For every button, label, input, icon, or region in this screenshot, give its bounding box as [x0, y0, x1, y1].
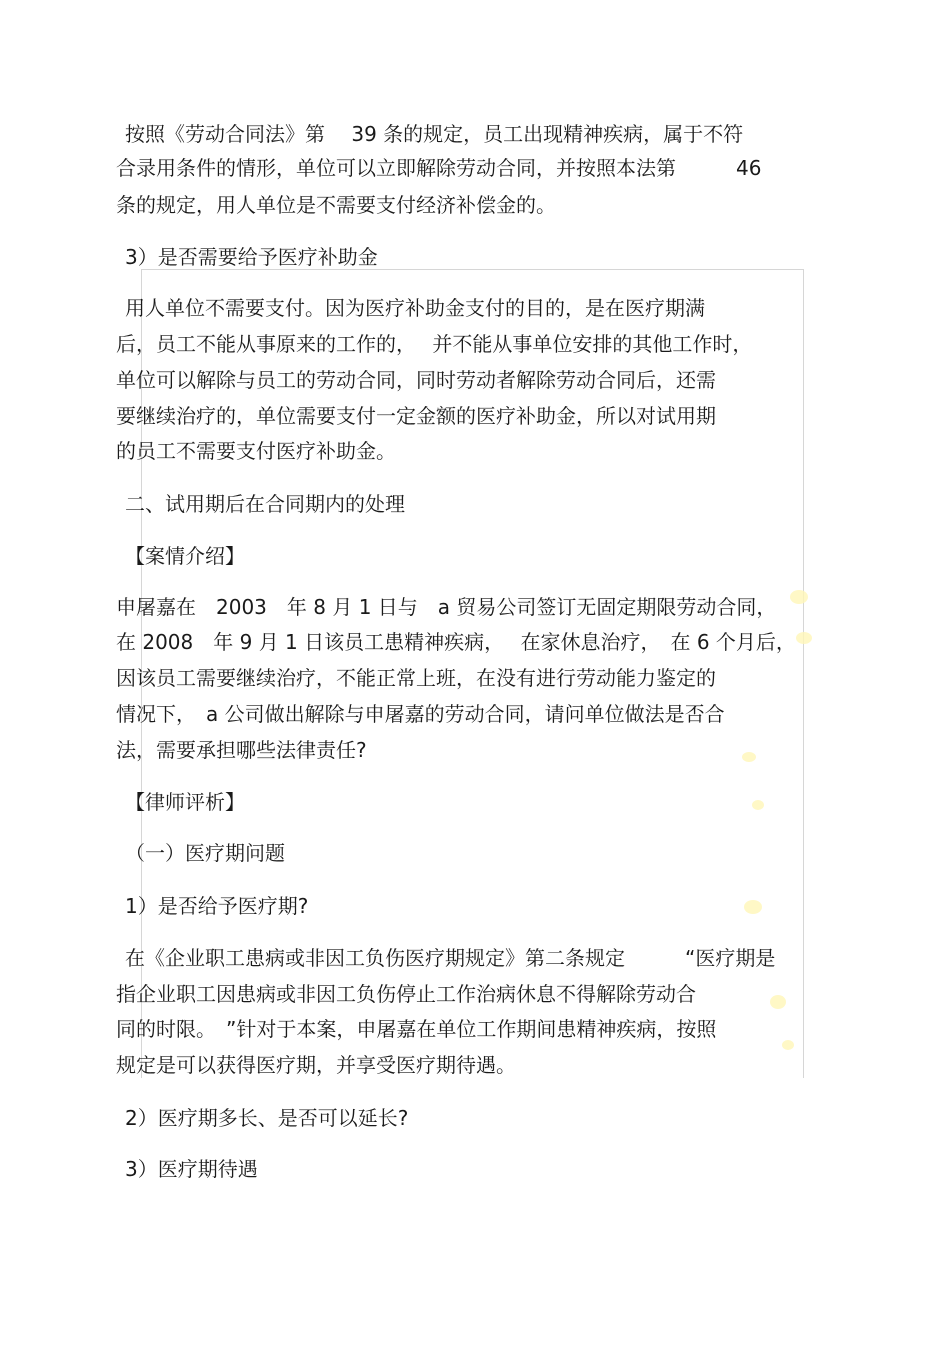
heading-lawyer-analysis: 【律师评析】	[125, 790, 245, 814]
yellow-speckle	[796, 632, 812, 644]
regulation-line-1: 在《企业职工患病或非因工负伤医疗期规定》第二条规定 “医疗期是	[125, 946, 776, 970]
para-1-line-2: 合录用条件的情形，单位可以立即解除劳动合同，并按照本法第 46	[116, 156, 762, 180]
para-3-line-3: 单位可以解除与员工的劳动合同，同时劳动者解除劳动合同后，还需	[116, 368, 716, 392]
case-line-4: 情况下， a 公司做出解除与申屠嘉的劳动合同，请问单位做法是否合	[116, 702, 725, 726]
regulation-line-4: 规定是可以获得医疗期，并享受医疗期待遇。	[116, 1053, 516, 1077]
sub-heading-medical-period-benefits: 3）医疗期待遇	[125, 1157, 258, 1181]
yellow-speckle	[744, 900, 762, 914]
para-1-line-3: 条的规定，用人单位是不需要支付经济补偿金的。	[116, 193, 556, 217]
regulation-line-3: 同的时限。 ”针对于本案，申屠嘉在单位工作期间患精神疾病，按照	[116, 1017, 717, 1041]
para-3-line-2: 后，员工不能从事原来的工作的， 并不能从事单位安排的其他工作时，	[116, 332, 753, 356]
heading-medical-period-issue: （一）医疗期问题	[125, 841, 285, 865]
para-3-line-4: 要继续治疗的，单位需要支付一定金额的医疗补助金，所以对试用期	[116, 404, 716, 428]
case-line-3: 因该员工需要继续治疗，不能正常上班，在没有进行劳动能力鉴定的	[116, 666, 716, 690]
yellow-speckle	[782, 1040, 794, 1050]
section-heading-2: 二、试用期后在合同期内的处理	[125, 492, 405, 516]
case-line-1: 申屠嘉在 2003 年 8 月 1 日与 a 贸易公司签订无固定期限劳动合同，	[116, 595, 777, 619]
frame-line-right	[803, 270, 804, 1078]
sub-heading-give-medical-period: 1）是否给予医疗期?	[125, 894, 309, 918]
case-line-5: 法，需要承担哪些法律责任?	[116, 738, 367, 762]
para-3-line-5: 的员工不需要支付医疗补助金。	[116, 439, 396, 463]
sub-heading-medical-subsidy: 3）是否需要给予医疗补助金	[125, 245, 378, 269]
regulation-line-2: 指企业职工因患病或非因工负伤停止工作治病休息不得解除劳动合	[116, 982, 696, 1006]
yellow-speckle	[790, 590, 808, 604]
sub-heading-medical-period-length: 2）医疗期多长、是否可以延长?	[125, 1106, 409, 1130]
para-3-line-1: 用人单位不需要支付。因为医疗补助金支付的目的，是在医疗期满	[125, 296, 705, 320]
para-1-line-1: 按照《劳动合同法》第 39 条的规定，员工出现精神疾病，属于不符	[125, 122, 744, 146]
heading-case-intro: 【案情介绍】	[125, 544, 245, 568]
case-line-2: 在 2008 年 9 月 1 日该员工患精神疾病， 在家休息治疗， 在 6 个月后，	[116, 630, 796, 654]
yellow-speckle	[752, 800, 764, 810]
yellow-speckle	[770, 995, 786, 1009]
yellow-speckle	[742, 752, 756, 762]
